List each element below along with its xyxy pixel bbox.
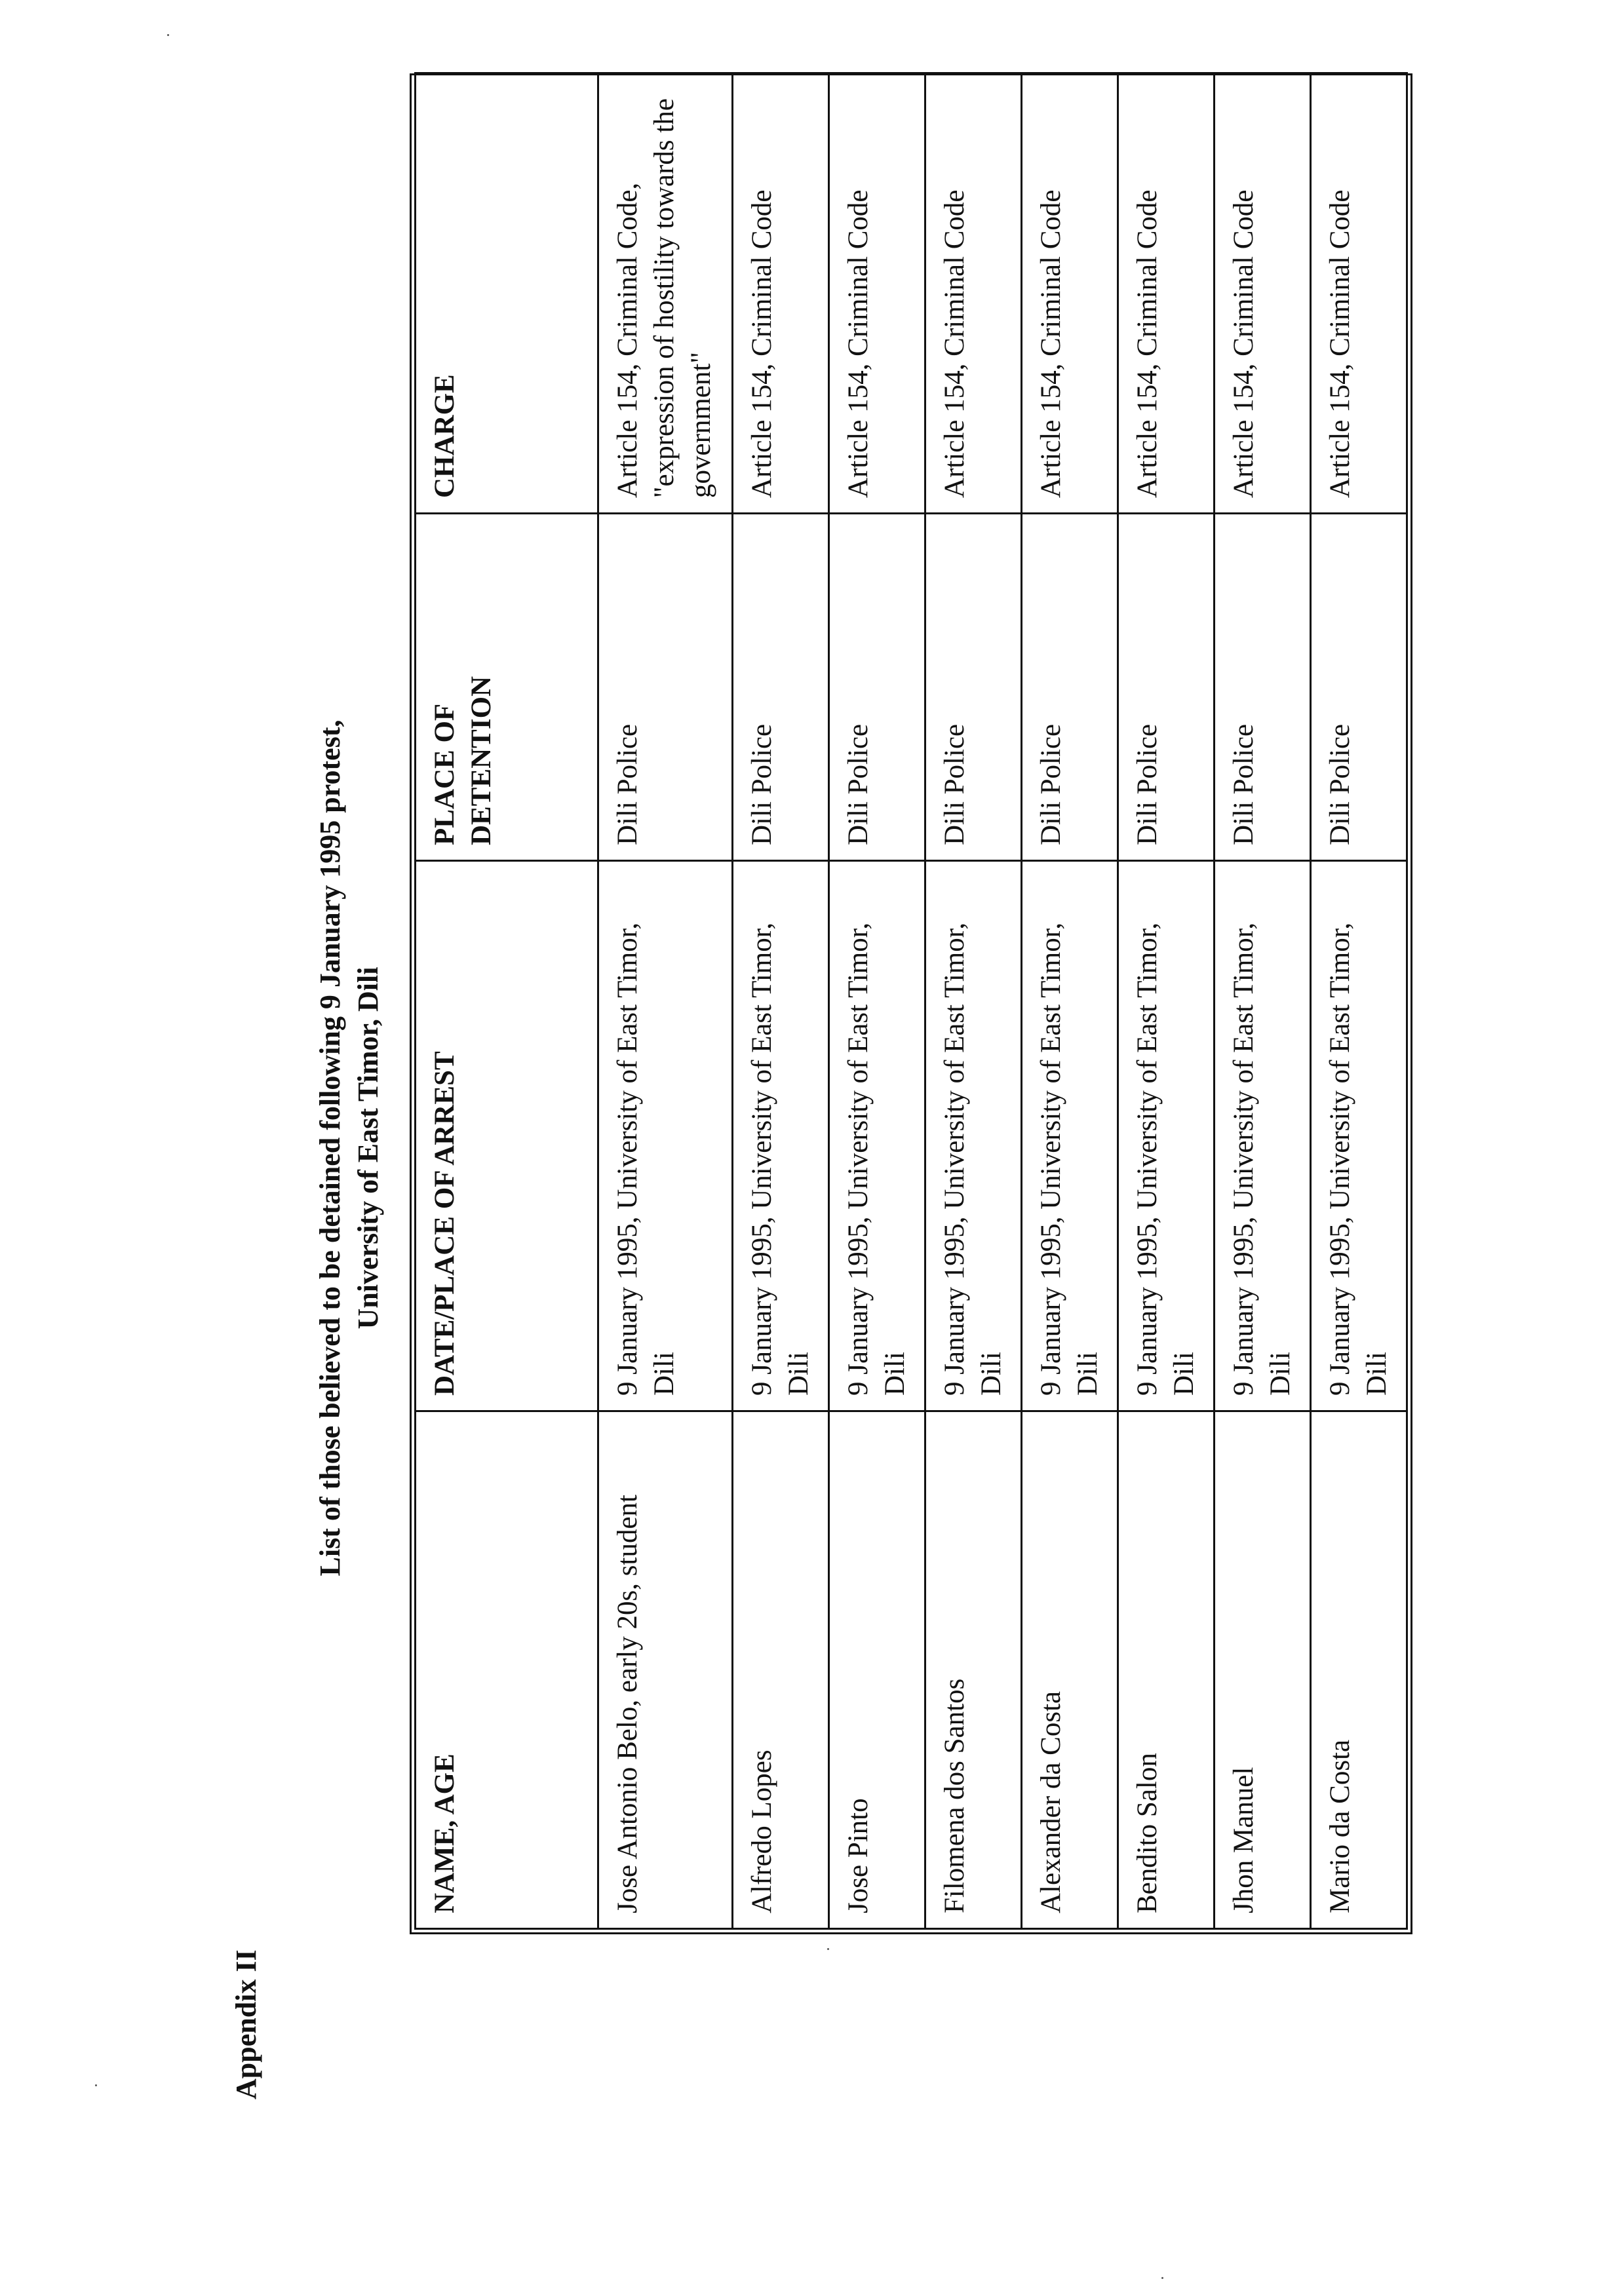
cell-date-place: 9 January 1995, University of East Timor, Dili bbox=[598, 861, 733, 1411]
cell-name: Jhon Manuel bbox=[1215, 1411, 1311, 1929]
table-row bbox=[1118, 73, 1215, 1929]
cell-name: Bendito Salon bbox=[1118, 1411, 1215, 1929]
cell-detention-place: Dili Police bbox=[925, 514, 1022, 861]
cell-charge: Article 154, Criminal Code bbox=[829, 73, 925, 514]
cell-date-place: 9 January 1995, University of East Timor, Dili bbox=[1215, 861, 1311, 1411]
scan-speck bbox=[827, 1948, 829, 1950]
cell-name: Alfredo Lopes bbox=[733, 1411, 829, 1929]
scan-speck bbox=[1161, 2277, 1163, 2279]
cell-date-place: 9 January 1995, University of East Timor, Dili bbox=[1022, 861, 1118, 1411]
cell-date-place: 9 January 1995, University of East Timor, Dili bbox=[1118, 861, 1215, 1411]
table-row bbox=[733, 73, 829, 1929]
cell-name: Alexander da Costa bbox=[1022, 1411, 1118, 1929]
header-place-of-detention: PLACE OF DETENTION bbox=[416, 514, 598, 861]
document-title bbox=[311, 0, 387, 2296]
table-row bbox=[1215, 73, 1311, 1929]
title-line-2: University of East Timor, Dili bbox=[352, 966, 384, 1330]
cell-date-place: 9 January 1995, University of East Timor, Dili bbox=[829, 861, 925, 1411]
header-charge: CHARGE bbox=[416, 73, 598, 514]
cell-detention-place: Dili Police bbox=[1215, 514, 1311, 861]
scan-speck bbox=[167, 34, 169, 36]
cell-charge: Article 154, Criminal Code bbox=[1022, 73, 1118, 514]
cell-name: Jose Antonio Belo, early 20s, student bbox=[598, 1411, 733, 1929]
table-row bbox=[1311, 73, 1407, 1929]
detainee-table bbox=[414, 72, 1408, 1930]
header-name-age: NAME, AGE bbox=[416, 1411, 598, 1929]
cell-detention-place: Dili Police bbox=[829, 514, 925, 861]
cell-charge: Article 154, Criminal Code bbox=[925, 73, 1022, 514]
cell-charge: Article 154, Criminal Code bbox=[1215, 73, 1311, 514]
cell-date-place: 9 January 1995, University of East Timor, Dili bbox=[925, 861, 1022, 1411]
cell-charge: Article 154, Criminal Code bbox=[1118, 73, 1215, 514]
cell-date-place: 9 January 1995, University of East Timor, Dili bbox=[733, 861, 829, 1411]
header-date-place-of-arrest: DATE/PLACE OF ARREST bbox=[416, 861, 598, 1411]
cell-name: Filomena dos Santos bbox=[925, 1411, 1022, 1929]
cell-charge: Article 154, Criminal Code, "expression of hostility towards the government" bbox=[598, 73, 733, 514]
cell-detention-place: Dili Police bbox=[1118, 514, 1215, 861]
cell-detention-place: Dili Police bbox=[733, 514, 829, 861]
table-row bbox=[598, 73, 733, 1929]
cell-detention-place: Dili Police bbox=[1022, 514, 1118, 861]
table-row bbox=[925, 73, 1022, 1929]
cell-detention-place: Dili Police bbox=[1311, 514, 1407, 861]
cell-name: Mario da Costa bbox=[1311, 1411, 1407, 1929]
table-row bbox=[1022, 73, 1118, 1929]
appendix-label: Appendix II bbox=[230, 1949, 262, 2099]
detainee-table-frame bbox=[410, 73, 1412, 1934]
table-header-row bbox=[416, 73, 598, 1929]
cell-date-place: 9 January 1995, University of East Timor, Dili bbox=[1311, 861, 1407, 1411]
cell-detention-place: Dili Police bbox=[598, 514, 733, 861]
title-line-1: List of those believed to be detained following 9 January 1995 protest, bbox=[314, 719, 346, 1577]
scan-speck bbox=[95, 2084, 97, 2086]
cell-charge: Article 154, Criminal Code bbox=[1311, 73, 1407, 514]
cell-name: Jose Pinto bbox=[829, 1411, 925, 1929]
table-row bbox=[829, 73, 925, 1929]
cell-charge: Article 154, Criminal Code bbox=[733, 73, 829, 514]
